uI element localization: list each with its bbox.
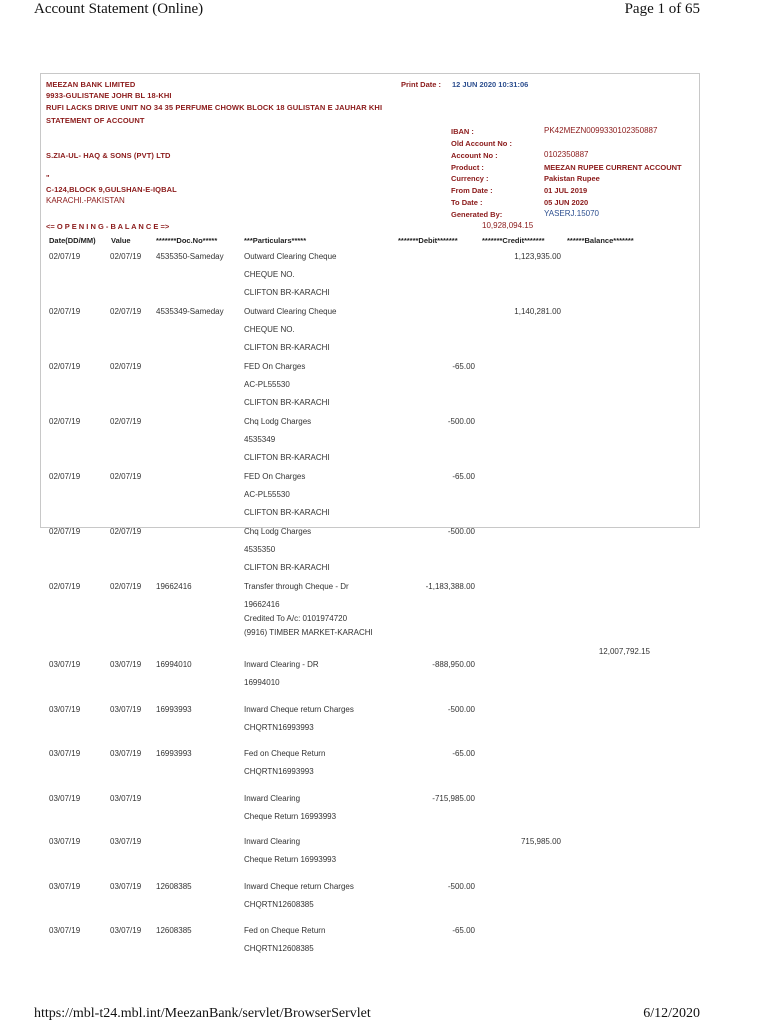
txn-particulars-line: Outward Clearing Cheque bbox=[244, 252, 337, 261]
txn-debit: -888,950.00 bbox=[432, 660, 475, 669]
col-header-particulars: ***Particulars***** bbox=[244, 236, 307, 245]
currency-value: Pakistan Rupee bbox=[544, 174, 600, 183]
txn-value-date: 02/07/19 bbox=[110, 417, 142, 426]
txn-date: 02/07/19 bbox=[49, 307, 81, 316]
txn-doc-no: 16993993 bbox=[156, 705, 192, 714]
txn-particulars-line: Cheque Return 16993993 bbox=[244, 855, 337, 864]
txn-balance: 12,007,792.15 bbox=[598, 647, 650, 656]
txn-particulars-line: Cheque Return 16993993 bbox=[244, 812, 337, 821]
txn-particulars-line: AC-PL55530 bbox=[244, 490, 290, 499]
txn-debit: -500.00 bbox=[447, 417, 475, 426]
opening-balance-amount: 10,928,094.15 bbox=[482, 221, 534, 230]
txn-value-date: 03/07/19 bbox=[110, 660, 142, 669]
account-no-value: 0102350887 bbox=[544, 150, 589, 159]
iban-value: PK42MEZN0099330102350887 bbox=[544, 126, 658, 135]
txn-doc-no: 16993993 bbox=[156, 749, 192, 758]
col-header-balance: ******Balance******* bbox=[567, 236, 634, 245]
txn-credit: 715,985.00 bbox=[520, 837, 561, 846]
txn-particulars-line: Credited To A/c: 0101974720 bbox=[244, 614, 348, 623]
txn-doc-no: 4535350-Sameday bbox=[156, 252, 224, 261]
txn-date: 02/07/19 bbox=[49, 582, 81, 591]
to-date-value: 05 JUN 2020 bbox=[544, 198, 589, 207]
txn-value-date: 02/07/19 bbox=[110, 582, 142, 591]
txn-particulars-line: 19662416 bbox=[244, 600, 280, 609]
txn-date: 02/07/19 bbox=[49, 472, 81, 481]
txn-particulars-line: CLIFTON BR-KARACHI bbox=[244, 508, 330, 517]
col-header-doc: *******Doc.No***** bbox=[156, 236, 218, 245]
txn-value-date: 02/07/19 bbox=[110, 307, 142, 316]
txn-particulars-line: Chq Lodg Charges bbox=[244, 417, 312, 426]
txn-particulars-line: 4535349 bbox=[244, 435, 276, 444]
to-date-label: To Date : bbox=[451, 198, 483, 207]
txn-debit: -65.00 bbox=[452, 472, 475, 481]
account-no-label: Account No : bbox=[451, 151, 498, 160]
txn-particulars-line: Fed on Cheque Return bbox=[244, 749, 326, 758]
bank-name: MEEZAN BANK LIMITED bbox=[46, 80, 136, 89]
txn-date: 03/07/19 bbox=[49, 705, 81, 714]
txn-particulars-line: CHQRTN16993993 bbox=[244, 723, 314, 732]
txn-date: 02/07/19 bbox=[49, 527, 81, 536]
txn-doc-no: 12608385 bbox=[156, 882, 192, 891]
txn-debit: -500.00 bbox=[447, 527, 475, 536]
txn-particulars-line: Transfer through Cheque - Dr bbox=[244, 582, 349, 591]
txn-date: 02/07/19 bbox=[49, 252, 81, 261]
currency-label: Currency : bbox=[451, 174, 489, 183]
print-footer-url: https://mbl-t24.mbl.int/MeezanBank/servlet/BrowserServlet bbox=[34, 1006, 371, 1021]
col-header-date: Date(DD/MM) bbox=[49, 236, 96, 245]
from-date-label: From Date : bbox=[451, 186, 493, 195]
print-date-value: 12 JUN 2020 10:31:06 bbox=[452, 80, 529, 89]
txn-value-date: 02/07/19 bbox=[110, 362, 142, 371]
txn-particulars-line: Inward Clearing bbox=[244, 794, 301, 803]
txn-date: 03/07/19 bbox=[49, 660, 81, 669]
txn-debit: -65.00 bbox=[452, 926, 475, 935]
txn-value-date: 03/07/19 bbox=[110, 926, 142, 935]
txn-value-date: 02/07/19 bbox=[110, 252, 142, 261]
txn-particulars-line: (9916) TIMBER MARKET-KARACHI bbox=[244, 628, 373, 637]
col-header-credit: *******Credit******* bbox=[482, 236, 545, 245]
customer-address-line2: KARACHI.-PAKISTAN bbox=[46, 196, 125, 205]
product-label: Product : bbox=[451, 163, 484, 172]
txn-particulars-line: Fed on Cheque Return bbox=[244, 926, 326, 935]
txn-particulars-line: 4535350 bbox=[244, 545, 276, 554]
txn-particulars-line: FED On Charges bbox=[244, 472, 306, 481]
txn-particulars-line: CHQRTN12608385 bbox=[244, 900, 314, 909]
txn-debit: -65.00 bbox=[452, 362, 475, 371]
txn-particulars-line: Inward Cheque return Charges bbox=[244, 705, 354, 714]
txn-date: 03/07/19 bbox=[49, 882, 81, 891]
txn-date: 03/07/19 bbox=[49, 926, 81, 935]
txn-particulars-line: 16994010 bbox=[244, 678, 280, 687]
txn-value-date: 03/07/19 bbox=[110, 749, 142, 758]
opening-balance-label: <= O P E N I N G - B A L A N C E => bbox=[46, 222, 170, 231]
generated-by-label: Generated By: bbox=[451, 210, 503, 219]
txn-date: 03/07/19 bbox=[49, 794, 81, 803]
txn-value-date: 03/07/19 bbox=[110, 882, 142, 891]
col-header-debit: *******Debit******* bbox=[398, 236, 458, 245]
txn-particulars-line: CLIFTON BR-KARACHI bbox=[244, 453, 330, 462]
bank-address: RUFI LACKS DRIVE UNIT NO 34 35 PERFUME CHOWK BLOCK 18 GULISTAN E JAUHAR KHI bbox=[46, 103, 383, 112]
txn-date: 03/07/19 bbox=[49, 837, 81, 846]
col-header-value: Value bbox=[111, 236, 131, 245]
txn-particulars-line: Inward Clearing - DR bbox=[244, 660, 319, 669]
txn-particulars-line: Inward Cheque return Charges bbox=[244, 882, 354, 891]
product-value: MEEZAN RUPEE CURRENT ACCOUNT bbox=[544, 163, 682, 172]
txn-value-date: 03/07/19 bbox=[110, 705, 142, 714]
generated-by-value: YASERJ.15070 bbox=[544, 209, 599, 218]
customer-name: S.ZIA-UL- HAQ & SONS (PVT) LTD bbox=[46, 151, 171, 160]
customer-quote: " bbox=[46, 173, 50, 182]
old-account-label: Old Account No : bbox=[451, 139, 512, 148]
statement-frame bbox=[40, 73, 700, 528]
txn-debit: -715,985.00 bbox=[432, 794, 475, 803]
iban-label: IBAN : bbox=[451, 127, 474, 136]
txn-date: 02/07/19 bbox=[49, 362, 81, 371]
txn-particulars-line: Outward Clearing Cheque bbox=[244, 307, 337, 316]
txn-particulars-line: CHEQUE NO. bbox=[244, 325, 295, 334]
txn-doc-no: 12608385 bbox=[156, 926, 192, 935]
txn-particulars-line: CLIFTON BR-KARACHI bbox=[244, 288, 330, 297]
txn-particulars-line: CHQRTN16993993 bbox=[244, 767, 314, 776]
txn-particulars-line: Inward Clearing bbox=[244, 837, 301, 846]
txn-particulars-line: CHEQUE NO. bbox=[244, 270, 295, 279]
txn-debit: -500.00 bbox=[447, 882, 475, 891]
txn-particulars-line: CLIFTON BR-KARACHI bbox=[244, 398, 330, 407]
txn-debit: -65.00 bbox=[452, 749, 475, 758]
txn-value-date: 03/07/19 bbox=[110, 794, 142, 803]
print-footer-date: 6/12/2020 bbox=[643, 1006, 700, 1021]
txn-value-date: 02/07/19 bbox=[110, 527, 142, 536]
txn-particulars-line: CLIFTON BR-KARACHI bbox=[244, 563, 330, 572]
txn-particulars-line: CLIFTON BR-KARACHI bbox=[244, 343, 330, 352]
txn-particulars-line: Chq Lodg Charges bbox=[244, 527, 312, 536]
txn-value-date: 02/07/19 bbox=[110, 472, 142, 481]
from-date-value: 01 JUL 2019 bbox=[544, 186, 588, 195]
txn-particulars-line: AC-PL55530 bbox=[244, 380, 290, 389]
txn-particulars-line: FED On Charges bbox=[244, 362, 306, 371]
txn-debit: -500.00 bbox=[447, 705, 475, 714]
txn-particulars-line: CHQRTN12608385 bbox=[244, 944, 314, 953]
txn-credit: 1,123,935.00 bbox=[514, 252, 561, 261]
print-date-label: Print Date : bbox=[401, 80, 442, 89]
bank-branch: 9933-GULISTANE JOHR BL 18-KHI bbox=[46, 91, 172, 100]
txn-credit: 1,140,281.00 bbox=[514, 307, 561, 316]
txn-debit: -1,183,388.00 bbox=[425, 582, 475, 591]
customer-address-line1: C-124,BLOCK 9,GULSHAN-E-IQBAL bbox=[46, 185, 177, 194]
txn-doc-no: 19662416 bbox=[156, 582, 192, 591]
statement-title: STATEMENT OF ACCOUNT bbox=[46, 116, 145, 125]
txn-doc-no: 16994010 bbox=[156, 660, 192, 669]
print-header-page: Page 1 of 65 bbox=[624, 1, 700, 17]
txn-date: 02/07/19 bbox=[49, 417, 81, 426]
print-header-title: Account Statement (Online) bbox=[34, 1, 204, 17]
txn-date: 03/07/19 bbox=[49, 749, 81, 758]
txn-value-date: 03/07/19 bbox=[110, 837, 142, 846]
txn-doc-no: 4535349-Sameday bbox=[156, 307, 224, 316]
